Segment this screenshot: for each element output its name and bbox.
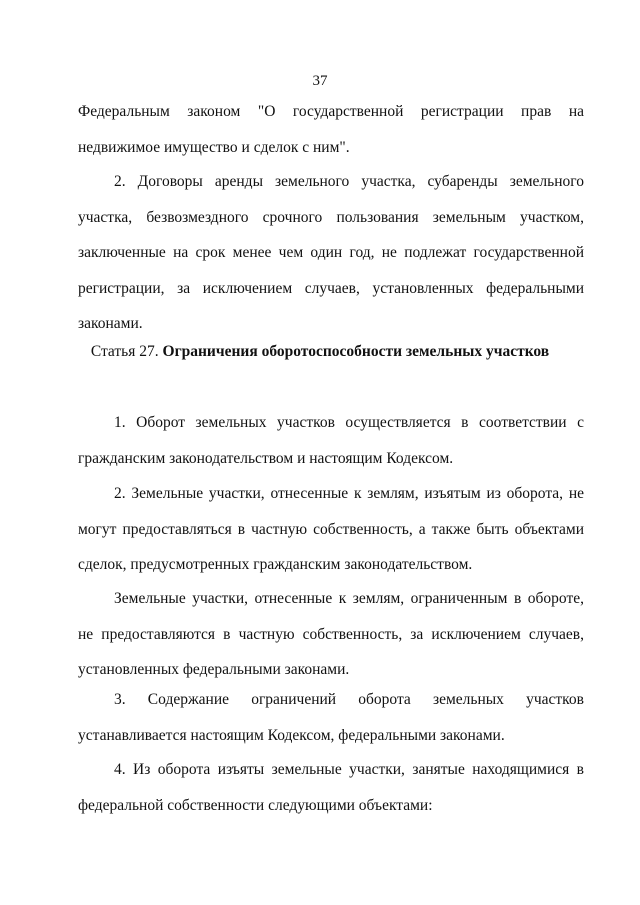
paragraph-clause-2: 2. Договоры аренды земельного участка, субаренды земельного участка, безвозмездного срочного пользования земельным участком, заключенные на срок менее чем один год, не подлежат государственной регистрации, за исключением случаев, установленных федеральными законами. <box>78 173 584 332</box>
paragraph-item-2: 2. Земельные участки, отнесенные к землям, изъятым из оборота, не могут предоставляться в частную собственность, а также быть объектами сделок, предусмотренных гражданским законодательством. <box>78 485 584 573</box>
paragraph-item-1: 1. Оборот земельных участков осуществляется в соответствии с гражданским законодательством и настоящим Кодексом. <box>78 414 584 467</box>
article-heading <box>0 341 640 363</box>
article-title: Ограничения оборотоспособности земельных участков <box>162 343 550 360</box>
paragraph-continuation: Федеральным законом "О государственной регистрации прав на недвижимое имущество и сделок с ним". <box>78 103 584 156</box>
article-number: Статья 27. <box>90 343 159 360</box>
paragraph-item-4: 4. Из оборота изъяты земельные участки, занятые находящимися в федеральной собственности следующими объектами: <box>78 761 584 814</box>
page-number: 37 <box>312 73 328 89</box>
paragraph-item-3: 3. Содержание ограничений оборота земельных участков устанавливается настоящим Кодексом, федеральными законами. <box>78 691 584 744</box>
paragraph-item-2-continued: Земельные участки, отнесенные к землям, ограниченным в обороте, не предоставляются в частную собственность, за исключением случаев, установленных федеральными законами. <box>78 590 584 678</box>
